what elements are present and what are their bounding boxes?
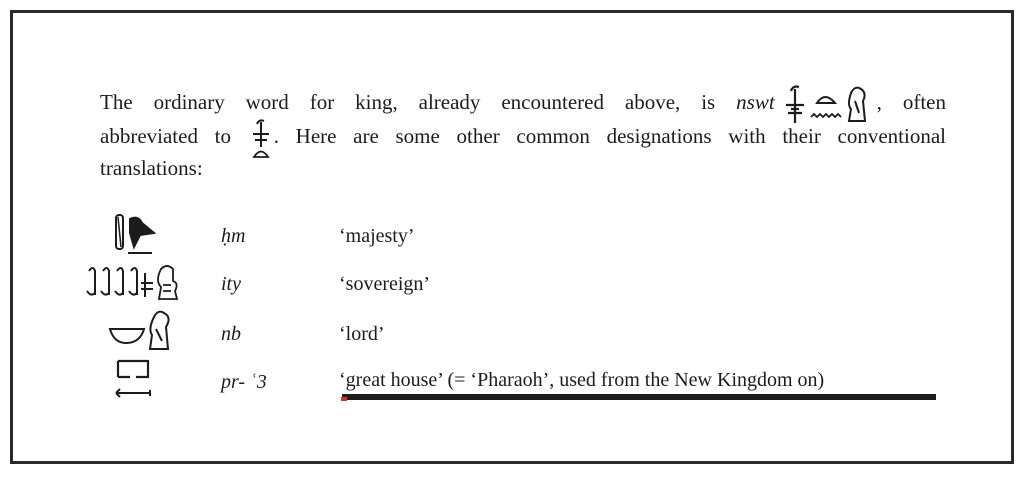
nswt-transliteration: nswt xyxy=(736,89,775,114)
paragraph-line-3: translations: xyxy=(100,156,203,180)
document-frame xyxy=(10,10,1014,464)
nswt-abbreviation-hieroglyph-icon xyxy=(250,117,272,159)
transliteration: ḥm xyxy=(221,225,246,247)
text-segment: abbreviated to xyxy=(100,123,248,148)
text-segment: . Here are some other common designations with their conventional xyxy=(273,123,946,148)
highlight-underline xyxy=(342,394,936,400)
paragraph-line-2 xyxy=(100,117,946,151)
designation-row xyxy=(13,309,1017,355)
translation: ‘sovereign’ xyxy=(339,273,431,295)
transliteration: ity xyxy=(221,273,241,295)
intro-paragraph xyxy=(100,83,946,185)
nb-hieroglyph-icon xyxy=(108,309,198,353)
ity-hieroglyph-icon xyxy=(83,261,193,305)
designation-row xyxy=(13,213,1017,259)
transliteration: nb xyxy=(221,323,241,345)
text-segment: , often xyxy=(876,89,946,114)
translation: ‘great house’ (= ‘Pharaoh’, used from the New Kingdom on) xyxy=(339,369,825,391)
hm-hieroglyph-icon xyxy=(108,213,198,257)
translation: ‘lord’ xyxy=(339,323,385,345)
designation-row xyxy=(13,261,1017,307)
text-segment: The ordinary word for king, already encountered above, is xyxy=(100,89,737,114)
cursor-mark xyxy=(341,397,347,401)
translation: ‘majesty’ xyxy=(339,225,415,247)
transliteration: pr- ʿ3 xyxy=(221,371,267,393)
paragraph-line-1 xyxy=(100,83,946,117)
pr-aa-hieroglyph-icon xyxy=(108,357,198,401)
